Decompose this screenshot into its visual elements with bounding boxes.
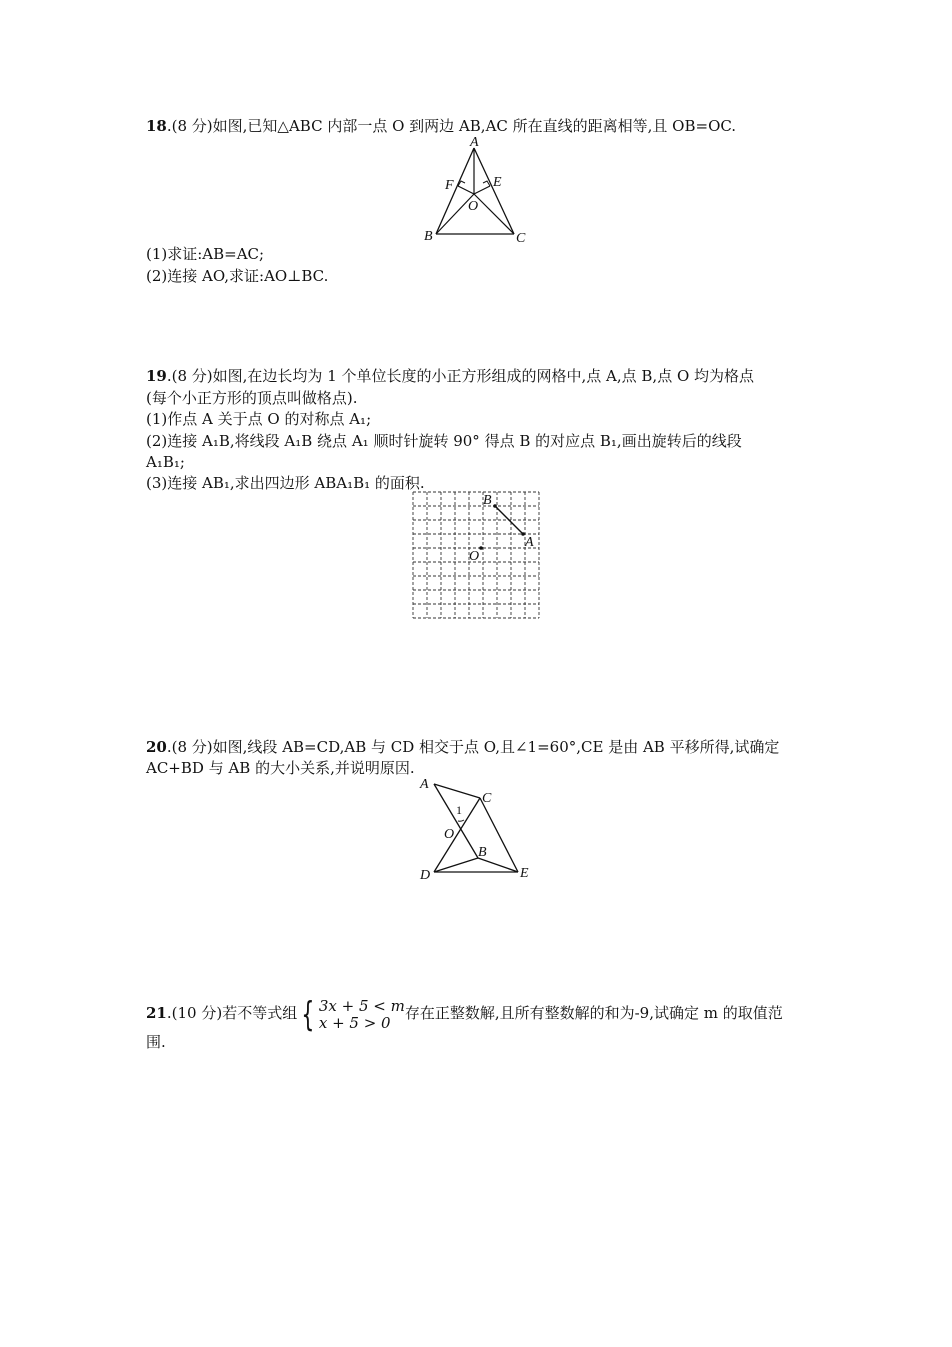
q19-label-B: B — [483, 493, 492, 508]
q20-text: .(8 分)如图,线段 AB=CD,AB 与 CD 相交于点 O,且∠1=60°,CE 是由 AB 平移所得,试确定 — [166, 738, 780, 756]
q18-figure — [420, 136, 530, 246]
q19-label-A: A — [525, 535, 534, 550]
q18-label-E: E — [493, 175, 502, 190]
q21-number: 21 — [146, 1004, 167, 1022]
q18-label-F: F — [445, 178, 454, 193]
q18-text: .(8 分)如图,已知△ABC 内部一点 O 到两边 AB,AC 所在直线的距离相等,且 OB=OC. — [166, 117, 737, 135]
q20-line2: AC+BD 与 AB 的大小关系,并说明原因. — [146, 759, 415, 777]
q18-number: 18 — [146, 117, 167, 135]
q20-label-D: D — [420, 868, 431, 883]
q21-line2: 围. — [146, 1033, 166, 1051]
q19-text: .(8 分)如图,在边长均为 1 个单位长度的小正方形组成的网格中,点 A,点 B,点 O 均为格点 — [166, 367, 755, 385]
q18-part2: (2)连接 AO,求证:AO⊥BC. — [146, 267, 329, 285]
q21-inequality-2: x + 5 > 0 — [318, 1014, 391, 1032]
q19-line1 — [146, 366, 754, 386]
q18-label-C: C — [516, 231, 526, 246]
q20-figure — [416, 776, 540, 886]
q18-label-B: B — [424, 229, 433, 244]
q20-label-C: C — [482, 791, 492, 806]
q19-grid-figure — [411, 492, 541, 620]
q18-label-A: A — [470, 135, 479, 150]
q20-number: 20 — [146, 738, 167, 756]
q21-suffix: 存在正整数解,且所有整数解的和为-9,试确定 m 的取值范 — [404, 1004, 783, 1022]
q19-part2a: (2)连接 A₁B,将线段 A₁B 绕点 A₁ 顺时针旋转 90° 得点 B 的对应点 B₁,画出旋转后的线段 — [146, 432, 742, 450]
q21-inequality-1: 3x + 5 < m — [318, 997, 405, 1015]
q19-part1: (1)作点 A 关于点 O 的对称点 A₁; — [146, 410, 372, 428]
q20-label-O: O — [444, 827, 455, 842]
brace-icon: { — [301, 995, 315, 1035]
q18-part1: (1)求证:AB=AC; — [146, 245, 265, 263]
q21-prefix: .(10 分)若不等式组 — [166, 1004, 298, 1022]
q19-part3: (3)连接 AB₁,求出四边形 ABA₁B₁ 的面积. — [146, 474, 425, 492]
q19-part2b: A₁B₁; — [146, 453, 185, 471]
q20-line1 — [146, 737, 779, 757]
q20-label-A: A — [420, 777, 429, 792]
q21-line1 — [146, 995, 783, 1035]
q21-inequality-system — [297, 995, 405, 1035]
q18-line1 — [146, 116, 736, 136]
q20-label-E: E — [520, 866, 529, 881]
q20-label-B: B — [478, 845, 487, 860]
q19-number: 19 — [146, 367, 167, 385]
q19-label-O: O — [469, 549, 480, 564]
q19-line2: (每个小正方形的顶点叫做格点). — [146, 389, 358, 407]
q20-angle-label: 1 — [456, 803, 462, 817]
q18-label-O: O — [468, 199, 479, 214]
